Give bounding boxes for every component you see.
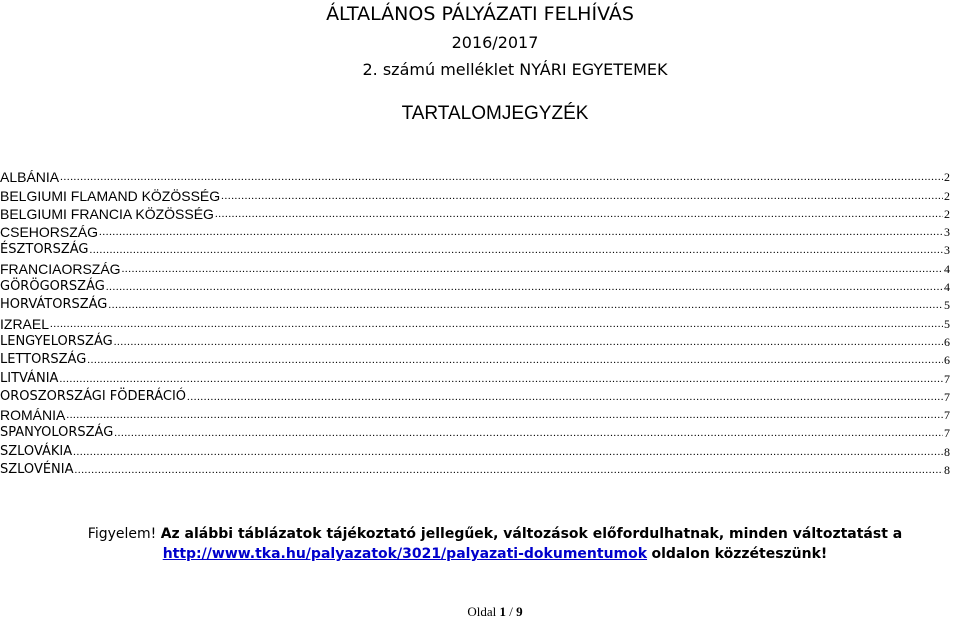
toc-entry-page: 5	[944, 298, 950, 313]
toc-dot-leader	[73, 444, 943, 460]
toc-entry[interactable]	[0, 222, 950, 240]
page-label: Oldal	[467, 604, 497, 619]
toc-entry[interactable]	[0, 441, 950, 459]
toc-dot-leader	[99, 224, 943, 240]
toc-entry-page: 4	[944, 261, 950, 276]
academic-year: 2016/2017	[451, 33, 539, 52]
toc-entry[interactable]	[0, 460, 950, 478]
toc-entry-page: 7	[944, 426, 950, 441]
toc-dot-leader	[50, 316, 943, 332]
toc-entry[interactable]	[0, 295, 950, 313]
annex-title: 2. számú melléklet NYÁRI EGYETEMEK	[362, 60, 668, 79]
toc-entry-label: GÖRÖGORSZÁG	[0, 279, 105, 295]
toc-dot-leader	[221, 188, 943, 204]
toc-entry-label: LITVÁNIA	[0, 370, 59, 386]
toc-entry-label: IZRAEL	[0, 315, 50, 332]
notice-lead: Figyelem!	[87, 526, 157, 542]
toc-heading: TARTALOMJEGYZÉK	[401, 103, 589, 124]
toc-entry[interactable]	[0, 387, 950, 405]
toc-dot-leader	[60, 169, 943, 185]
toc-entry-page: 3	[944, 243, 950, 258]
toc-entry-label: LENGYELORSZÁG	[0, 333, 113, 349]
toc-entry-page: 8	[944, 463, 950, 478]
current-page-number: 1	[499, 604, 506, 619]
toc-entry[interactable]	[0, 277, 950, 295]
toc-entry[interactable]	[0, 368, 950, 386]
toc-dot-leader	[89, 242, 943, 258]
toc-dot-leader	[66, 407, 943, 423]
toc-entry-label: OROSZORSZÁGI FÖDERÁCIÓ	[0, 388, 187, 404]
toc-entry-page: 5	[944, 316, 950, 331]
toc-entry-label: FRANCIAORSZÁG	[0, 260, 121, 277]
toc-entry-label: CSEHORSZÁG	[0, 224, 99, 241]
toc-entry-page: 6	[944, 353, 950, 368]
toc-entry-label: BELGIUMI FLAMAND KÖZÖSSÉG	[0, 187, 221, 204]
toc-entry-label: LETTORSZÁG	[0, 352, 87, 368]
toc-entry[interactable]	[0, 423, 950, 441]
toc-dot-leader	[114, 425, 943, 441]
toc-entry[interactable]	[0, 185, 950, 203]
notice-text: Az alábbi táblázatok tájékoztató jellegűek, változások előfordulhatnak, minden változtatást a	[160, 526, 903, 542]
toc-entry[interactable]	[0, 240, 950, 258]
toc-entry-page: 7	[944, 408, 950, 423]
toc-entry-page: 6	[944, 334, 950, 349]
toc-entry-label: SZLOVÁKIA	[0, 443, 73, 459]
toc-entry[interactable]	[0, 167, 950, 185]
toc-dot-leader	[106, 279, 943, 295]
toc-entry-label: ÉSZTORSZÁG	[0, 242, 89, 258]
toc-entry-page: 4	[944, 280, 950, 295]
page-separator: /	[509, 604, 513, 619]
notice-tail: oldalon közzéteszünk!	[651, 546, 828, 562]
toc-entry[interactable]	[0, 258, 950, 276]
toc-entry-label: HORVÁTORSZÁG	[0, 297, 108, 313]
toc-dot-leader	[59, 371, 943, 387]
toc-entry-page: 7	[944, 371, 950, 386]
notice-line-1	[0, 524, 960, 544]
notice-block	[0, 524, 960, 564]
table-of-contents	[0, 167, 950, 478]
toc-entry-label: SPANYOLORSZÁG	[0, 425, 114, 441]
toc-entry-page: 8	[944, 444, 950, 459]
toc-dot-leader	[108, 297, 943, 313]
toc-entry-label: SZLOVÉNIA	[0, 462, 74, 478]
toc-entry[interactable]	[0, 332, 950, 350]
toc-entry-label: BELGIUMI FRANCIA KÖZÖSSÉG	[0, 205, 214, 222]
toc-dot-leader	[122, 261, 943, 277]
toc-dot-leader	[187, 389, 943, 405]
toc-entry-label: ROMÁNIA	[0, 407, 66, 424]
toc-dot-leader	[215, 206, 943, 222]
toc-entry-page: 7	[944, 389, 950, 404]
toc-dot-leader	[87, 352, 943, 368]
toc-entry[interactable]	[0, 350, 950, 368]
toc-entry-page: 2	[944, 170, 950, 185]
toc-dot-leader	[114, 334, 943, 350]
toc-entry-label: ALBÁNIA	[0, 169, 60, 186]
toc-entry-page: 2	[944, 206, 950, 221]
toc-dot-leader	[75, 462, 944, 478]
toc-entry[interactable]	[0, 204, 950, 222]
toc-entry[interactable]	[0, 313, 950, 331]
notice-line-2	[0, 544, 960, 564]
total-pages: 9	[516, 604, 523, 619]
document-title: ÁLTALÁNOS PÁLYÁZATI FELHÍVÁS	[326, 3, 634, 25]
toc-entry[interactable]	[0, 405, 950, 423]
toc-entry-page: 3	[944, 225, 950, 240]
toc-entry-page: 2	[944, 188, 950, 203]
page-footer	[0, 604, 960, 620]
notice-link[interactable]: http://www.tka.hu/palyazatok/3021/palyazati-dokumentumok	[162, 546, 648, 562]
